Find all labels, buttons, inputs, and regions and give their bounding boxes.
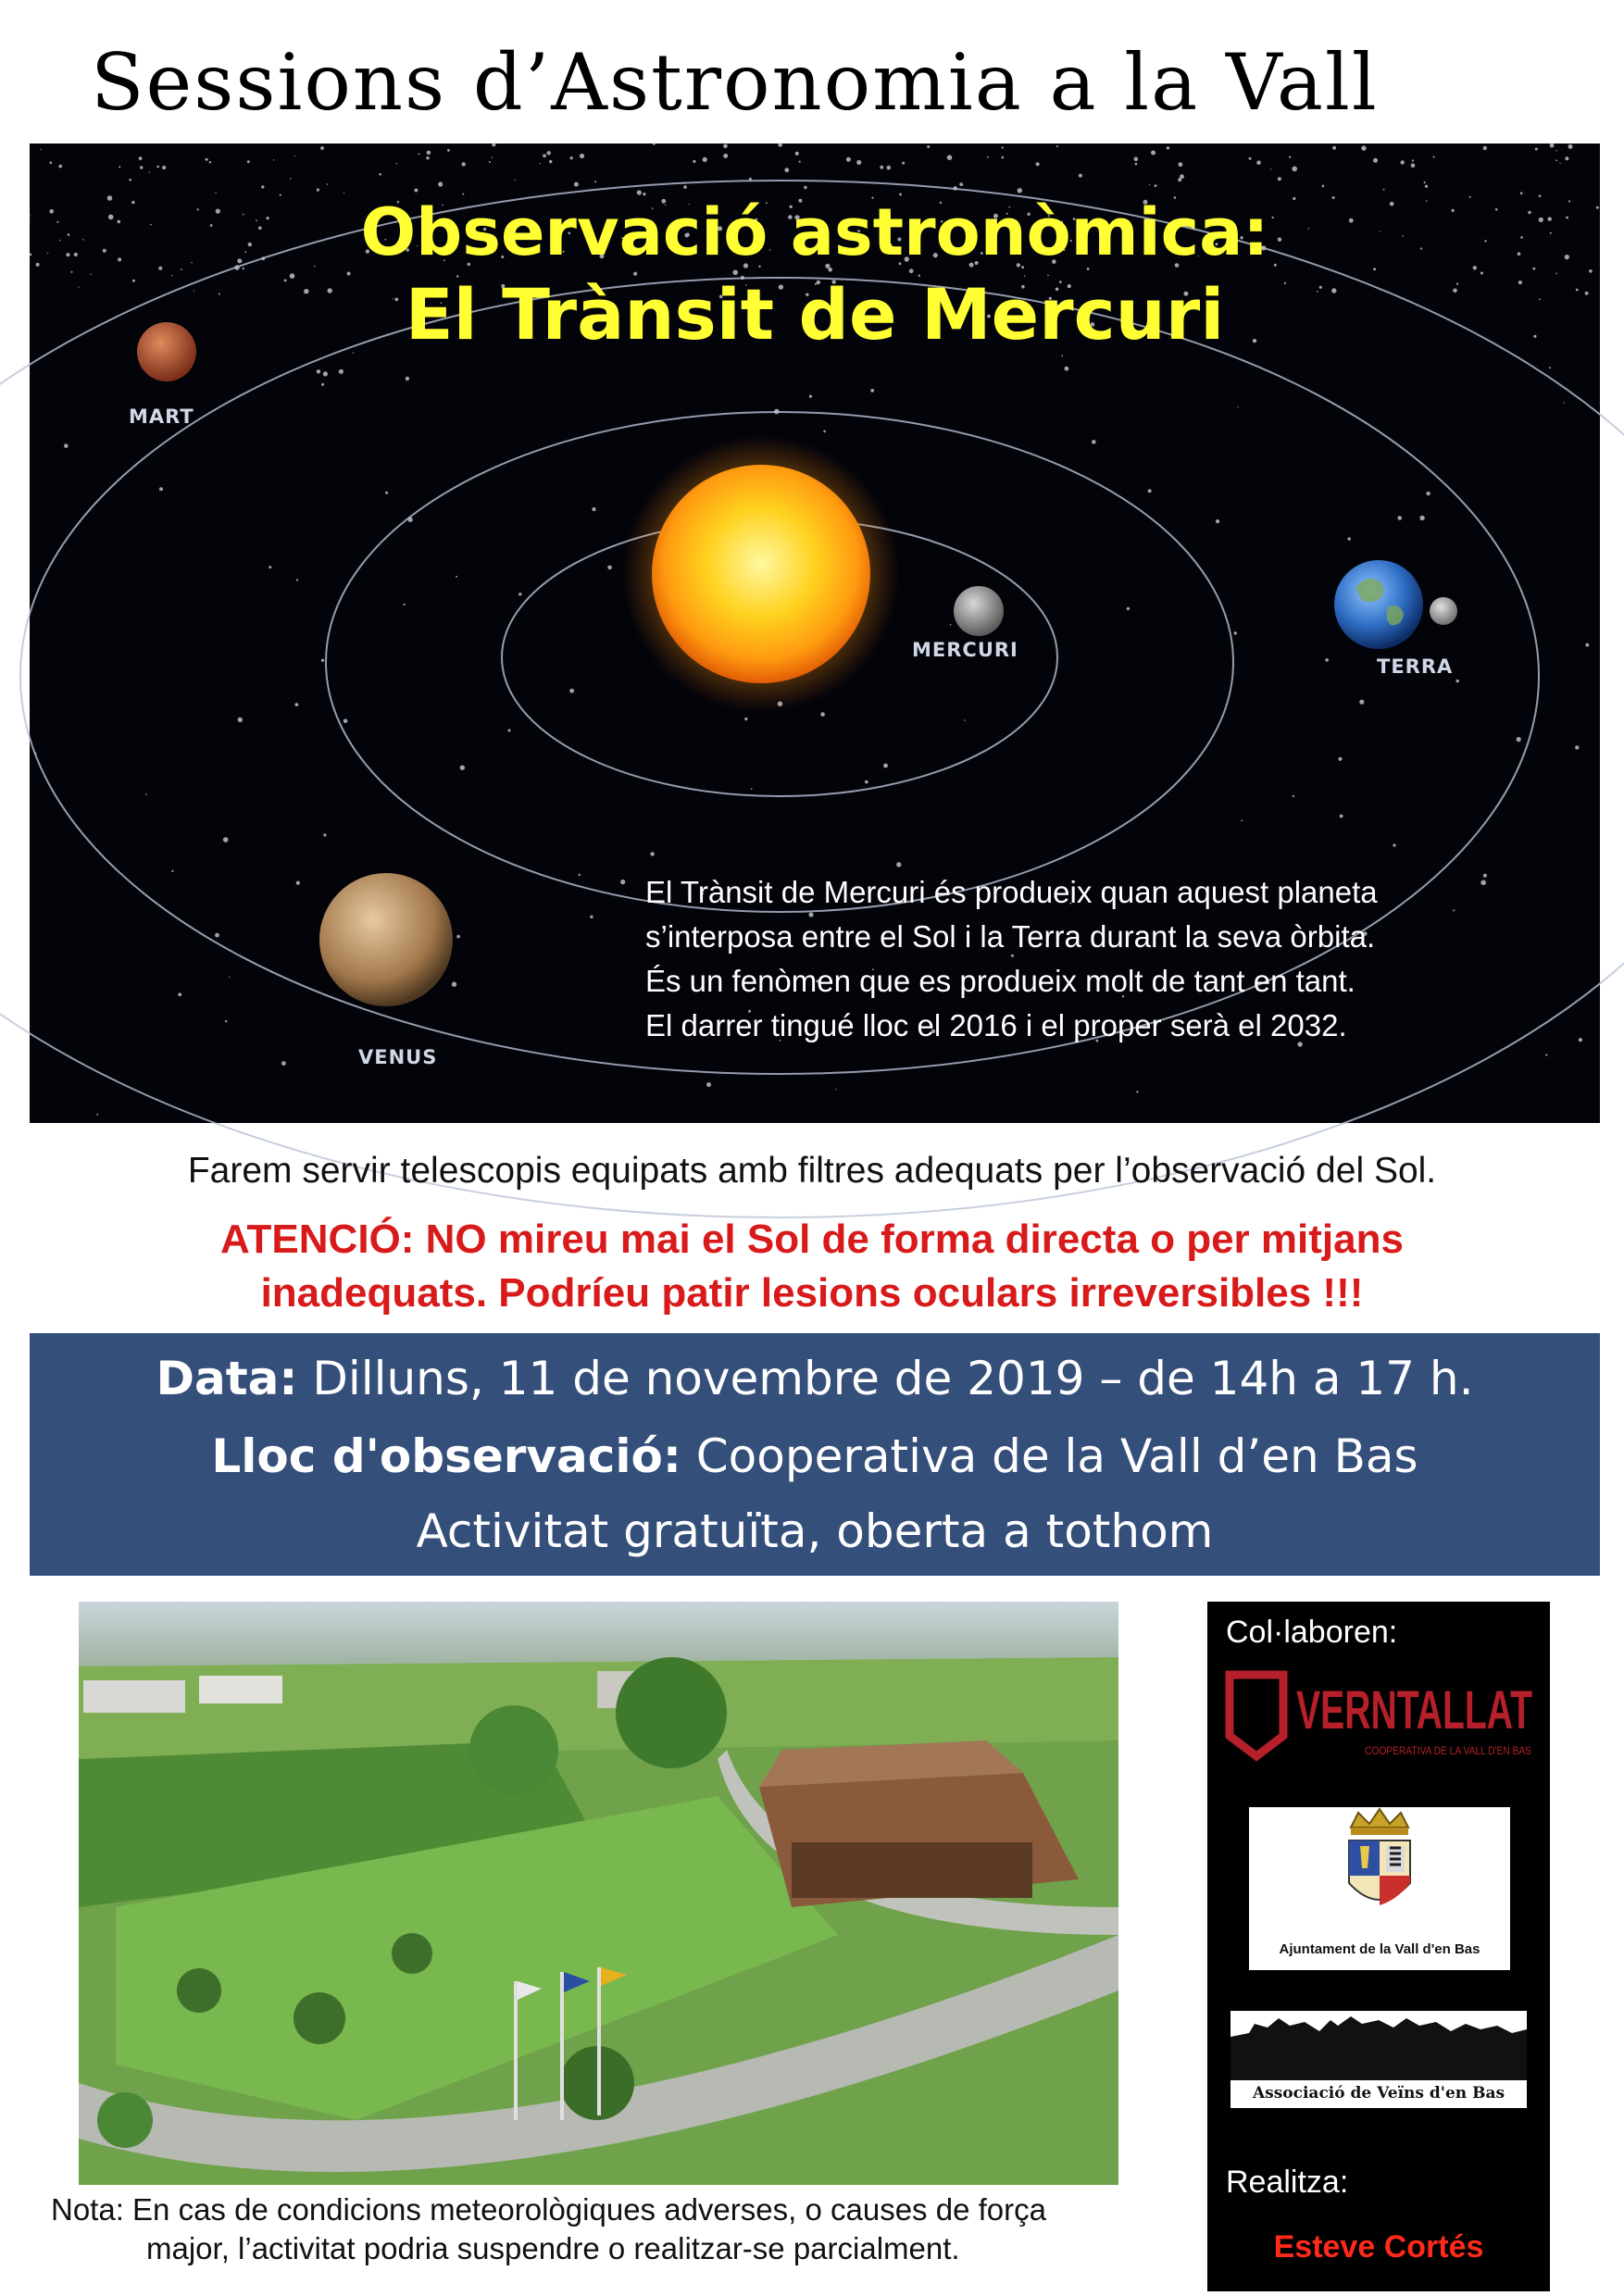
star-dot — [321, 383, 324, 386]
label-mars: MART — [129, 406, 194, 428]
star-dot — [385, 492, 388, 494]
star-dot — [1419, 516, 1424, 520]
star-dot — [225, 1020, 227, 1022]
star-dot — [1383, 189, 1385, 191]
note-line: Nota: En cas de condicions meteorològiques adverses, o causes de força — [51, 2192, 1046, 2227]
series-title: Sessions d’Astronomia a la Vall — [91, 37, 1379, 128]
moon-illustration — [1430, 597, 1457, 625]
sponsors-panel — [1207, 1602, 1550, 2291]
star-dot — [171, 870, 173, 872]
star-dot — [547, 151, 551, 155]
venue-photo-illustration — [79, 1602, 1118, 2185]
star-dot — [247, 160, 250, 163]
association-logo — [1230, 2011, 1527, 2108]
star-dot — [549, 160, 552, 163]
star-dot — [1293, 795, 1294, 797]
star-dot — [650, 852, 654, 855]
star-dot — [1167, 146, 1169, 149]
star-dot — [1136, 1091, 1138, 1092]
star-dot — [569, 689, 574, 693]
star-dot — [820, 712, 825, 717]
star-dot — [418, 153, 420, 155]
star-dot — [744, 718, 747, 720]
star-dot — [1412, 159, 1414, 161]
star-dot — [396, 163, 397, 164]
star-dot — [1241, 820, 1243, 822]
coat-of-arms-icon — [1249, 1807, 1510, 1928]
star-dot — [489, 161, 491, 163]
date-label: Data: — [156, 1352, 298, 1405]
star-dot — [592, 507, 595, 511]
description-line: El Trànsit de Mercuri és produeix quan aquest planeta — [645, 875, 1378, 909]
star-dot — [206, 158, 208, 161]
star-dot — [339, 369, 344, 374]
star-dot — [1092, 440, 1096, 444]
star-dot — [96, 1114, 98, 1116]
star-dot — [1456, 680, 1459, 682]
telescope-note: Farem servir telescopis equipats amb filtres adequats per l’observació del Sol. — [187, 1151, 1437, 1191]
star-dot — [1397, 516, 1402, 520]
star-dot — [139, 156, 143, 160]
star-dot — [607, 566, 612, 570]
star-dot — [1134, 157, 1139, 162]
star-dot — [321, 659, 324, 662]
star-dot — [178, 992, 181, 996]
star-dot — [823, 430, 826, 433]
star-dot — [140, 166, 143, 168]
star-dot — [492, 156, 493, 157]
star-dot — [223, 837, 229, 842]
star-dot — [406, 377, 409, 381]
star-dot — [1256, 160, 1261, 165]
event-details-band — [30, 1333, 1600, 1576]
place-label: Lloc d'observació: — [211, 1429, 681, 1483]
star-dot — [317, 189, 319, 192]
star-dot — [751, 788, 753, 790]
star-dot — [594, 181, 596, 182]
star-dot — [1148, 489, 1152, 493]
star-dot — [927, 145, 930, 148]
verntallat-logo — [1226, 1671, 1536, 1775]
star-dot — [1036, 162, 1040, 166]
venue-aerial-photo — [79, 1602, 1118, 2185]
star-dot — [856, 160, 861, 165]
star-dot — [1216, 519, 1219, 523]
star-dot — [1149, 184, 1150, 185]
star-dot — [1289, 156, 1291, 158]
weather-note — [51, 2190, 1143, 2268]
star-dot — [1361, 145, 1366, 150]
star-dot — [492, 143, 495, 146]
star-dot — [1393, 843, 1395, 846]
star-dot — [119, 166, 120, 168]
star-dot — [518, 593, 521, 595]
hero-solar-system-image — [30, 144, 1600, 1123]
star-dot — [1550, 144, 1555, 148]
village-silhouette-icon — [1230, 2011, 1527, 2080]
star-dot — [1373, 158, 1378, 163]
star-dot — [462, 162, 466, 166]
star-dot — [799, 161, 801, 163]
star-dot — [1575, 745, 1579, 749]
verntallat-name: VERNTALLAT — [1296, 1680, 1532, 1741]
star-dot — [323, 371, 328, 376]
description-line: És un fenòmen que es produeix molt de tant en tant. — [645, 964, 1355, 998]
star-dot — [540, 163, 541, 164]
star-dot — [809, 395, 812, 398]
note-line: major, l’activitat podria suspendre o realitzar-se parcialment. — [146, 2231, 960, 2265]
star-dot — [835, 1089, 836, 1090]
star-dot — [1426, 492, 1430, 495]
star-dot — [162, 166, 166, 169]
star-dot — [1180, 174, 1184, 179]
star-dot — [344, 719, 348, 724]
star-dot — [950, 624, 952, 626]
star-dot — [149, 171, 150, 172]
star-dot — [1002, 146, 1004, 148]
star-dot — [229, 977, 230, 978]
star-dot — [865, 780, 868, 784]
star-dot — [438, 181, 443, 186]
transit-description — [645, 870, 1590, 1048]
star-dot — [156, 166, 159, 168]
star-dot — [1079, 174, 1082, 178]
organizer-label: Realitza: — [1226, 2165, 1349, 2200]
star-dot — [1535, 148, 1538, 151]
star-dot — [295, 703, 299, 706]
star-dot — [883, 764, 888, 768]
place-value: Cooperativa de la Vall d’en Bas — [681, 1429, 1418, 1483]
star-dot — [1517, 737, 1521, 742]
star-dot — [590, 916, 593, 918]
warning-line: ATENCIÓ: NO mireu mai el Sol de forma directa o per mitjans — [220, 1217, 1404, 1262]
star-dot — [456, 576, 457, 578]
star-dot — [1338, 757, 1342, 761]
star-dot — [723, 144, 728, 149]
description-line: s’interposa entre el Sol i la Terra durant la seva òrbita. — [645, 919, 1376, 954]
star-dot — [427, 151, 431, 156]
star-dot — [1559, 163, 1560, 164]
star-dot — [1249, 157, 1252, 160]
star-dot — [1549, 367, 1551, 368]
star-dot — [414, 189, 418, 193]
label-earth: TERRA — [1377, 655, 1454, 678]
star-dot — [959, 182, 963, 186]
ajuntament-name: Ajuntament de la Vall d'en Bas — [1279, 1941, 1480, 1957]
star-dot — [238, 718, 243, 722]
star-dot — [706, 1082, 711, 1087]
star-dot — [1002, 156, 1005, 159]
star-dot — [1018, 188, 1022, 193]
star-dot — [323, 833, 326, 836]
star-dot — [452, 982, 456, 987]
star-dot — [1565, 156, 1568, 160]
star-dot — [404, 604, 406, 605]
venus-illustration — [319, 873, 453, 1006]
star-dot — [1563, 402, 1564, 403]
event-subtitle: Observació astronòmica: — [360, 194, 1269, 270]
star-dot — [1151, 151, 1156, 156]
star-dot — [964, 719, 965, 720]
star-dot — [778, 143, 782, 147]
date-value: Dilluns, 11 de novembre de 2019 – de 14h a 17 h. — [297, 1352, 1474, 1405]
star-dot — [58, 165, 62, 168]
star-dot — [273, 159, 274, 160]
star-dot — [1322, 185, 1325, 188]
star-dot — [515, 180, 516, 181]
star-dot — [129, 179, 131, 181]
star-dot — [1332, 146, 1336, 150]
star-dot — [1127, 607, 1130, 610]
star-dot — [41, 149, 42, 150]
star-dot — [1545, 1054, 1547, 1055]
star-dot — [543, 154, 546, 157]
star-dot — [327, 183, 329, 185]
star-dot — [1433, 156, 1435, 158]
star-dot — [1292, 167, 1297, 172]
star-dot — [804, 186, 806, 189]
star-dot — [1424, 181, 1426, 183]
safety-warning — [0, 1213, 1624, 1320]
star-dot — [723, 154, 728, 158]
star-dot — [947, 155, 953, 160]
star-dot — [1270, 168, 1271, 169]
star-dot — [1155, 184, 1157, 187]
star-dot — [1411, 164, 1416, 168]
star-dot — [1568, 144, 1573, 149]
star-dot — [1238, 406, 1239, 407]
warning-line: inadequats. Podríeu patir lesions oculars irreversibles !!! — [260, 1270, 1364, 1316]
star-dot — [1340, 815, 1343, 818]
star-dot — [426, 156, 429, 159]
star-dot — [159, 487, 163, 491]
organizer-name: Esteve Cortés — [1273, 2229, 1484, 2265]
star-dot — [296, 579, 298, 580]
verntallat-tagline: COOPERATIVA DE LA VALL D'EN BAS — [1365, 1744, 1531, 1757]
star-dot — [1585, 643, 1589, 647]
star-dot — [580, 154, 584, 158]
event-free-text: Activitat gratuïta, oberta a tothom — [416, 1504, 1214, 1558]
label-venus: VENUS — [358, 1046, 438, 1068]
star-dot — [1179, 162, 1183, 167]
star-dot — [1056, 145, 1058, 147]
star-dot — [784, 168, 789, 172]
star-dot — [1401, 160, 1405, 164]
event-date — [30, 1352, 1600, 1405]
star-dot — [1325, 658, 1329, 662]
star-dot — [620, 880, 625, 884]
star-dot — [683, 185, 687, 189]
star-dot — [902, 162, 905, 165]
star-dot — [653, 142, 656, 144]
star-dot — [317, 369, 320, 373]
star-dot — [456, 935, 460, 939]
star-dot — [1555, 150, 1556, 151]
star-dot — [447, 149, 450, 152]
star-dot — [215, 933, 219, 938]
star-dot — [1234, 631, 1237, 634]
star-dot — [1359, 700, 1364, 705]
star-dot — [290, 178, 291, 179]
star-dot — [281, 1061, 286, 1066]
star-dot — [1348, 537, 1351, 540]
star-dot — [574, 182, 579, 187]
star-dot — [50, 161, 53, 164]
star-dot — [209, 161, 211, 163]
star-dot — [1425, 185, 1428, 188]
star-dot — [320, 146, 324, 150]
star-dot — [570, 156, 573, 159]
star-dot — [703, 157, 707, 162]
star-dot — [1483, 146, 1487, 150]
event-title: El Trànsit de Mercuri — [405, 273, 1225, 356]
sun-illustration — [652, 465, 870, 683]
association-name: Associació de Veïns d'en Bas — [1252, 2084, 1505, 2103]
star-dot — [870, 389, 874, 393]
description-line: El darrer tingué lloc el 2016 i el proper serà el 2032. — [645, 1008, 1347, 1042]
star-dot — [887, 166, 892, 170]
star-dot — [795, 152, 799, 156]
star-dot — [379, 173, 381, 176]
star-dot — [269, 566, 271, 568]
star-dot — [508, 730, 511, 732]
star-dot — [693, 160, 695, 163]
earth-illustration — [1334, 560, 1423, 649]
star-dot — [261, 185, 264, 188]
star-dot — [846, 157, 851, 162]
ajuntament-logo — [1249, 1807, 1510, 1970]
star-dot — [296, 881, 300, 885]
star-dot — [987, 156, 989, 158]
star-dot — [1278, 177, 1281, 181]
star-dot — [880, 166, 883, 169]
collaborators-label: Col·laboren: — [1226, 1615, 1398, 1650]
star-dot — [64, 443, 69, 448]
star-dot — [1135, 163, 1138, 166]
star-dot — [1065, 367, 1069, 371]
event-place — [30, 1429, 1600, 1483]
star-dot — [460, 766, 465, 770]
star-dot — [579, 874, 581, 876]
star-dot — [896, 862, 901, 867]
star-dot — [145, 793, 147, 795]
star-dot — [1555, 159, 1557, 161]
label-mercury: MERCURI — [912, 639, 1018, 661]
mercury-illustration — [954, 586, 1004, 636]
